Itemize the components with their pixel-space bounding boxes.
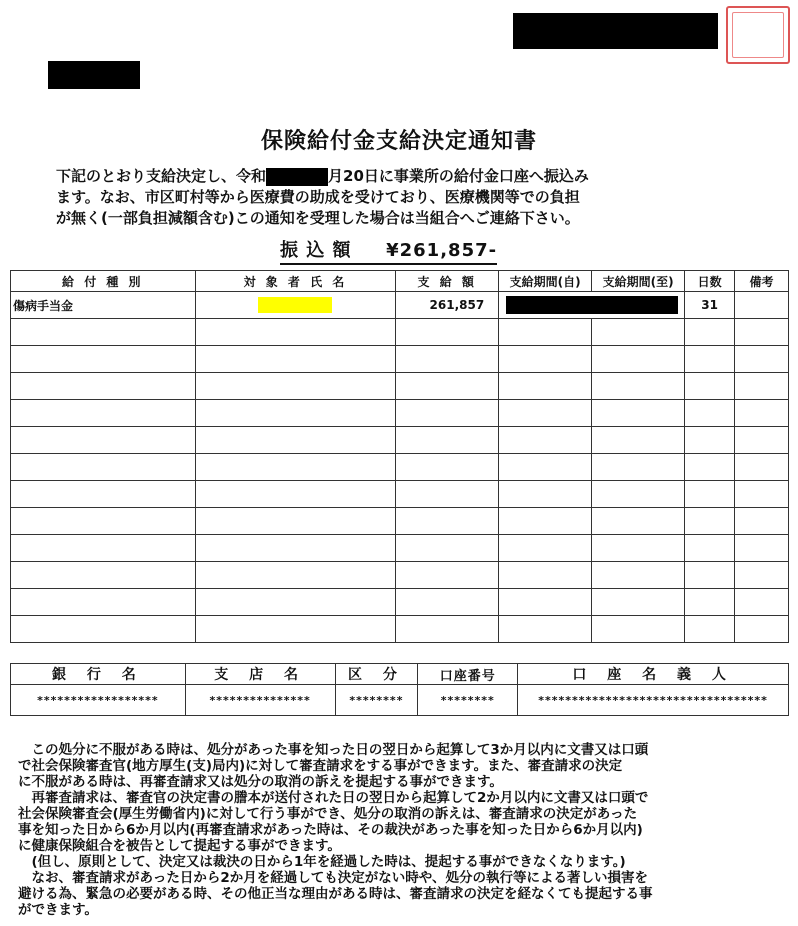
col-recipient-name: 対 象 者 氏 名 xyxy=(195,271,396,292)
empty-cell xyxy=(11,508,196,535)
empty-cell xyxy=(735,562,789,589)
col-period-to: 支給期間(至) xyxy=(592,271,685,292)
notice-line: ができます。 xyxy=(18,902,98,918)
empty-cell xyxy=(685,508,735,535)
benefit-table xyxy=(10,270,789,643)
empty-cell xyxy=(499,373,592,400)
table-row xyxy=(11,373,789,400)
empty-cell xyxy=(195,562,396,589)
empty-cell xyxy=(396,427,499,454)
empty-cell xyxy=(11,562,196,589)
empty-cell xyxy=(735,508,789,535)
empty-cell xyxy=(499,427,592,454)
empty-cell xyxy=(195,346,396,373)
empty-cell xyxy=(195,481,396,508)
empty-cell xyxy=(11,589,196,616)
table-row xyxy=(11,616,789,643)
appeal-notice xyxy=(18,742,788,918)
account-number-value: ******** xyxy=(418,685,518,716)
notice-line: なお、審査請求があった日から2か月を経過しても決定がない時や、処分の執行等による著しい損害を xyxy=(18,870,648,886)
empty-cell xyxy=(499,454,592,481)
redacted-date xyxy=(266,168,328,186)
transfer-amount-value: ¥261,857- xyxy=(386,240,498,261)
days-cell: 31 xyxy=(685,292,735,319)
empty-cell xyxy=(685,427,735,454)
bank-table-header xyxy=(11,664,789,685)
empty-cell xyxy=(685,616,735,643)
empty-cell xyxy=(11,373,196,400)
empty-cell xyxy=(499,400,592,427)
empty-cell xyxy=(396,535,499,562)
empty-cell xyxy=(396,508,499,535)
empty-cell xyxy=(735,481,789,508)
bank-name-value: ****************** xyxy=(11,685,186,716)
period-cell xyxy=(499,292,685,319)
table-row xyxy=(11,319,789,346)
redacted-period xyxy=(506,296,678,314)
empty-cell xyxy=(592,373,685,400)
empty-cell xyxy=(685,400,735,427)
transfer-amount-label: 振 込 額 xyxy=(280,240,352,261)
empty-cell xyxy=(735,454,789,481)
col-period-from: 支給期間(自) xyxy=(499,271,592,292)
empty-cell xyxy=(685,454,735,481)
table-row xyxy=(11,292,789,319)
empty-cell xyxy=(499,346,592,373)
empty-cell xyxy=(195,508,396,535)
empty-cell xyxy=(592,589,685,616)
empty-cell xyxy=(195,454,396,481)
empty-cell xyxy=(735,535,789,562)
table-row xyxy=(11,427,789,454)
empty-cell xyxy=(735,346,789,373)
benefit-table-header xyxy=(11,271,789,292)
benefit-type-cell: 傷病手当金 xyxy=(11,292,196,319)
empty-cell xyxy=(592,427,685,454)
empty-cell xyxy=(592,400,685,427)
empty-cell xyxy=(195,319,396,346)
col-branch-name: 支 店 名 xyxy=(185,664,335,685)
empty-cell xyxy=(396,319,499,346)
empty-cell xyxy=(592,508,685,535)
empty-cell xyxy=(499,535,592,562)
empty-cell xyxy=(11,535,196,562)
notice-line: 避ける為、緊急の必要がある時、その他正当な理由がある時は、審査請求の決定を経なくても提起する事 xyxy=(18,886,653,902)
empty-cell xyxy=(735,373,789,400)
table-row xyxy=(11,481,789,508)
empty-cell xyxy=(396,400,499,427)
col-benefit-type: 給 付 種 別 xyxy=(11,271,196,292)
table-row xyxy=(11,400,789,427)
empty-cell xyxy=(499,508,592,535)
empty-cell xyxy=(11,616,196,643)
empty-cell xyxy=(499,319,592,346)
empty-cell xyxy=(735,400,789,427)
empty-cell xyxy=(195,589,396,616)
col-account-holder: 口 座 名 義 人 xyxy=(518,664,789,685)
empty-cell xyxy=(11,400,196,427)
empty-cell xyxy=(396,616,499,643)
empty-cell xyxy=(685,346,735,373)
highlighted-redaction xyxy=(258,297,332,313)
empty-cell xyxy=(499,589,592,616)
table-row xyxy=(11,346,789,373)
recipient-name-cell xyxy=(195,292,396,319)
empty-cell xyxy=(592,616,685,643)
table-row xyxy=(11,589,789,616)
table-row xyxy=(11,454,789,481)
empty-cell xyxy=(11,427,196,454)
empty-cell xyxy=(195,400,396,427)
intro-line-2: ます。なお、市区町村等から医療費の助成を受けており、医療機関等での負担 xyxy=(56,188,580,206)
empty-cell xyxy=(735,589,789,616)
intro-line-3: が無く(一部負担減額含む)この通知を受理した場合は当組合へご連絡下さい。 xyxy=(56,209,580,227)
col-account-type: 区 分 xyxy=(335,664,418,685)
empty-cell xyxy=(11,346,196,373)
empty-cell xyxy=(685,319,735,346)
empty-cell xyxy=(499,616,592,643)
empty-cell xyxy=(499,481,592,508)
notice-line: (但し、原則として、決定又は裁決の日から1年を経過した時は、提起する事ができなくなります。) xyxy=(18,854,626,870)
empty-cell xyxy=(735,616,789,643)
redacted-header-block xyxy=(513,13,718,49)
empty-cell xyxy=(592,535,685,562)
empty-cell xyxy=(592,562,685,589)
col-bank-name: 銀 行 名 xyxy=(11,664,186,685)
empty-cell xyxy=(195,616,396,643)
empty-cell xyxy=(195,535,396,562)
empty-cell xyxy=(685,535,735,562)
empty-cell xyxy=(735,427,789,454)
col-remarks: 備考 xyxy=(735,271,789,292)
notice-line: この処分に不服がある時は、処分があった事を知った日の翌日から起算して3か月以内に文書又は口頭 xyxy=(18,742,649,758)
empty-cell xyxy=(195,373,396,400)
empty-cell xyxy=(396,589,499,616)
empty-cell xyxy=(685,373,735,400)
empty-cell xyxy=(396,562,499,589)
transfer-amount xyxy=(280,236,497,265)
notice-line: で社会保険審査官(地方厚生(支)局内)に対して審査請求をする事ができます。また、審査請求の決定 xyxy=(18,758,623,774)
notice-line: 社会保険審査会(厚生労働省内)に対して行う事ができ、処分の取消の訴えは、審査請求の決定があった xyxy=(18,806,638,822)
insurer-seal-stamp xyxy=(726,6,790,64)
empty-cell xyxy=(396,373,499,400)
col-account-number: 口座番号 xyxy=(418,664,518,685)
amount-cell: 261,857 xyxy=(396,292,499,319)
notice-line: に健康保険組合を被告として提起する事ができます。 xyxy=(18,838,341,854)
notice-line: 事を知った日から6か月以内(再審査請求があった時は、その裁決があった事を知った日から6か月以内) xyxy=(18,822,643,838)
empty-cell xyxy=(685,589,735,616)
table-row xyxy=(11,685,789,716)
empty-cell xyxy=(396,454,499,481)
document-title: 保険給付金支給決定通知書 xyxy=(260,129,537,154)
empty-cell xyxy=(592,481,685,508)
table-row xyxy=(11,508,789,535)
empty-cell xyxy=(499,562,592,589)
notice-line: 再審査請求は、審査官の決定書の謄本が送付された日の翌日から起算して2か月以内に文書又は口頭で xyxy=(18,790,649,806)
table-row xyxy=(11,562,789,589)
empty-cell xyxy=(11,319,196,346)
empty-cell xyxy=(11,454,196,481)
empty-cell xyxy=(735,319,789,346)
bank-account-table xyxy=(10,663,789,716)
intro-paragraph xyxy=(56,166,736,229)
empty-cell xyxy=(592,319,685,346)
empty-cell xyxy=(11,481,196,508)
empty-cell xyxy=(396,346,499,373)
notice-line: に不服がある時は、再審査請求又は処分の取消の訴えを提起する事ができます。 xyxy=(18,774,503,790)
account-holder-value: ********************************** xyxy=(518,685,789,716)
branch-name-value: *************** xyxy=(185,685,335,716)
account-type-value: ******** xyxy=(335,685,418,716)
col-amount: 支 給 額 xyxy=(396,271,499,292)
empty-cell xyxy=(592,346,685,373)
empty-cell xyxy=(396,481,499,508)
empty-cell xyxy=(685,481,735,508)
empty-cell xyxy=(592,454,685,481)
redacted-recipient-block xyxy=(48,61,140,89)
table-row xyxy=(11,535,789,562)
remarks-cell xyxy=(735,292,789,319)
empty-cell xyxy=(685,562,735,589)
empty-cell xyxy=(195,427,396,454)
intro-line-1: 下記のとおり支給決定し、令和 月20日に事業所の給付金口座へ振込み xyxy=(56,167,589,185)
col-days: 日数 xyxy=(685,271,735,292)
